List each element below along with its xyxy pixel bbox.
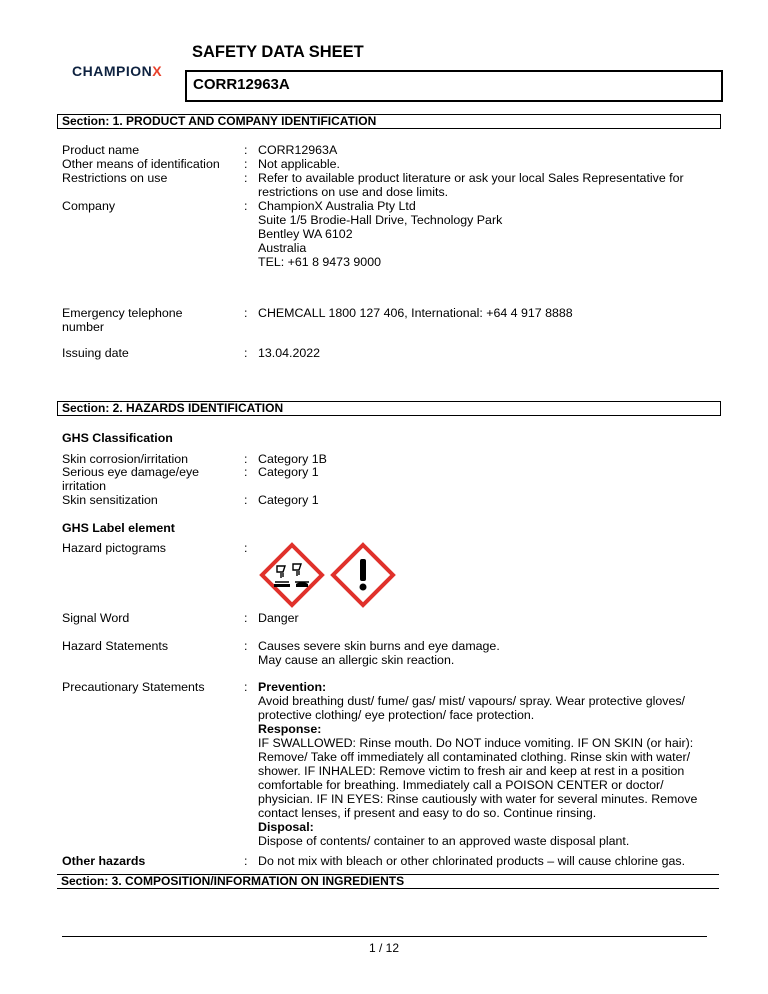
- section-1-title: Section: 1. PRODUCT AND COMPANY IDENTIFICATION: [62, 114, 377, 128]
- section-3-header: [57, 874, 719, 889]
- company-line: Suite 1/5 Brodie-Hall Drive, Technology Park: [258, 213, 503, 227]
- eye-damage-label-line: irritation: [62, 479, 107, 493]
- colon: :: [244, 143, 248, 157]
- restrictions-value: [258, 171, 720, 199]
- colon: :: [244, 680, 248, 694]
- colon: :: [244, 541, 248, 555]
- colon: :: [244, 171, 248, 185]
- prevention-heading: Prevention:: [258, 680, 327, 694]
- hazard-statements-label: Hazard Statements: [62, 639, 169, 653]
- company-line: TEL: +61 8 9473 9000: [258, 255, 381, 269]
- section-2-header: [57, 401, 721, 416]
- section-2-title: Section: 2. HAZARDS IDENTIFICATION: [62, 401, 284, 415]
- response-heading: Response:: [258, 722, 322, 736]
- exclamation-pictogram-icon: [330, 542, 396, 608]
- colon: :: [244, 854, 248, 868]
- logo-text: CHAMPION: [72, 63, 153, 79]
- hazard-statements-value: [258, 639, 720, 667]
- company-logo: [72, 64, 162, 78]
- colon: :: [244, 157, 248, 171]
- section-1-header: [57, 114, 721, 129]
- eye-damage-label: [62, 465, 199, 493]
- footer-divider: [62, 936, 707, 937]
- colon: :: [244, 452, 248, 466]
- product-name-value: CORR12963A: [258, 143, 338, 157]
- response-line: shower. IF INHALED: Remove victim to fresh air and keep at rest in a position: [258, 764, 685, 778]
- response-line: comfortable for breathing. Immediately call a POISON CENTER or doctor/: [258, 778, 664, 792]
- colon: :: [244, 611, 248, 625]
- company-line: Australia: [258, 241, 307, 255]
- colon: :: [244, 346, 248, 360]
- other-hazards-value: Do not mix with bleach or other chlorinated products – will cause chlorine gas.: [258, 854, 686, 868]
- response-line: physician. IF IN EYES: Rinse cautiously with water for several minutes. Remove: [258, 792, 698, 806]
- other-hazards-label: Other hazards: [62, 854, 146, 868]
- product-name-label: Product name: [62, 143, 140, 157]
- emergency-value: CHEMCALL 1800 127 406, International: +64 4 917 8888: [258, 306, 573, 320]
- ghs-classification-heading: GHS Classification: [62, 431, 173, 445]
- colon: :: [244, 199, 248, 213]
- restrictions-label: Restrictions on use: [62, 171, 168, 185]
- skin-sensitization-value: Category 1: [258, 493, 319, 507]
- company-address: [258, 199, 720, 269]
- disposal-heading: Disposal:: [258, 820, 314, 834]
- other-means-label: Other means of identification: [62, 157, 220, 171]
- response-line: contact lenses, if present and easy to do so. Continue rinsing.: [258, 806, 597, 820]
- logo-x: X: [152, 63, 163, 79]
- product-code-box: [185, 70, 723, 102]
- label-element-heading: GHS Label element: [62, 521, 175, 535]
- skin-corrosion-label: Skin corrosion/irritation: [62, 452, 189, 466]
- hazard-pictograms-label: Hazard pictograms: [62, 541, 166, 555]
- emergency-label-line: Emergency telephone: [62, 306, 183, 320]
- hazard-statement: Causes severe skin burns and eye damage.: [258, 639, 500, 653]
- prevention-line: Avoid breathing dust/ fume/ gas/ mist/ vapours/ spray. Wear protective gloves/: [258, 694, 685, 708]
- eye-damage-value: Category 1: [258, 465, 319, 479]
- colon: :: [244, 306, 248, 320]
- emergency-label-line: number: [62, 320, 105, 334]
- signal-word-value: Danger: [258, 611, 299, 625]
- response-line: IF SWALLOWED: Rinse mouth. Do NOT induce vomiting. IF ON SKIN (or hair):: [258, 736, 694, 750]
- company-label: Company: [62, 199, 116, 213]
- corrosion-pictogram-icon: [259, 542, 325, 608]
- colon: :: [244, 465, 248, 479]
- signal-word-label: Signal Word: [62, 611, 130, 625]
- prevention-line: protective clothing/ eye protection/ face protection.: [258, 708, 535, 722]
- product-code: CORR12963A: [193, 76, 290, 93]
- precautionary-statements-value: [258, 680, 720, 848]
- section-3-title: Section: 3. COMPOSITION/INFORMATION ON INGREDIENTS: [61, 874, 405, 888]
- eye-damage-label-line: Serious eye damage/eye: [62, 465, 200, 479]
- precautionary-statements-label: Precautionary Statements: [62, 680, 205, 694]
- other-means-value: Not applicable.: [258, 157, 340, 171]
- skin-sensitization-label: Skin sensitization: [62, 493, 158, 507]
- issuing-date-value: 13.04.2022: [258, 346, 321, 360]
- skin-corrosion-value: Category 1B: [258, 452, 327, 466]
- issuing-date-label: Issuing date: [62, 346, 129, 360]
- restrictions-line: Refer to available product literature or ask your local Sales Representative for: [258, 171, 684, 185]
- company-line: ChampionX Australia Pty Ltd: [258, 199, 416, 213]
- emergency-label: [62, 306, 183, 334]
- colon: :: [244, 493, 248, 507]
- colon: :: [244, 639, 248, 653]
- restrictions-line: restrictions on use and dose limits.: [258, 185, 449, 199]
- response-line: Remove/ Take off immediately all contaminated clothing. Rinse skin with water/: [258, 750, 691, 764]
- disposal-line: Dispose of contents/ container to an approved waste disposal plant.: [258, 834, 630, 848]
- page-number: 1 / 12: [368, 941, 400, 955]
- document-title: SAFETY DATA SHEET: [192, 43, 364, 61]
- hazard-statement: May cause an allergic skin reaction.: [258, 653, 455, 667]
- company-line: Bentley WA 6102: [258, 227, 353, 241]
